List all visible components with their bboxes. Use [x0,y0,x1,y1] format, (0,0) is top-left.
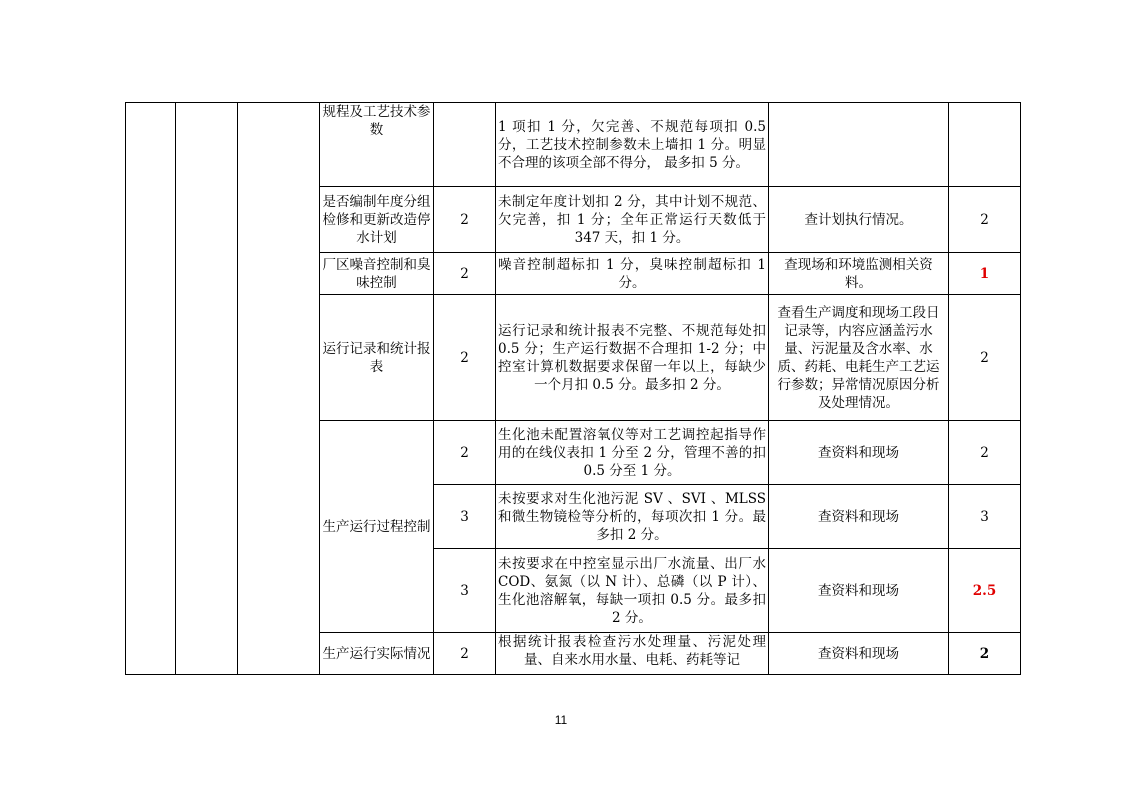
check-method: 查计划执行情况。 [769,187,949,253]
blank-subcategory-cell [176,103,238,675]
item-criteria: 噪音控制超标扣 1 分，臭味控制超标扣 1 分。 [496,253,769,295]
score-value-highlighted: 1 [949,253,1021,295]
check-method: 查现场和环境监测相关资料。 [769,253,949,295]
item-criteria: 生化池未配置溶氧仪等对工艺调控起指导作用的在线仪表扣 1 分至 2 分，管理不善的扣 0.5 分至 1 分。 [496,421,769,485]
score-value [949,103,1021,187]
item-points: 2 [434,421,496,485]
item-criteria: 未按要求对生化池污泥 SV 、SVI 、MLSS 和微生物镜检等分析的，每项次扣 1 分。最多扣 2 分。 [496,485,769,549]
item-points: 2 [434,295,496,421]
item-name: 厂区噪音控制和臭味控制 [320,253,434,295]
item-criteria: 运行记录和统计报表不完整、不规范每处扣 0.5 分；生产运行数据不合理扣 1-2 分；中控室计算机数据要求保留一年以上，每缺少一个月扣 0.5 分。最多扣 2 分。 [496,295,769,421]
evaluation-table [125,102,1021,675]
item-criteria: 根据统计报表检查污水处理量、污泥处理量、自来水用水量、电耗、药耗等记 [496,633,769,675]
item-criteria: 1 项扣 1 分，欠完善、不规范每项扣 0.5 分，工艺技术控制参数未上墙扣 1 分。明显不合理的该项全部不得分， 最多扣 5 分。 [496,103,769,187]
blank-category-cell [126,103,176,675]
item-points: 2 [434,253,496,295]
score-value: 2 [949,295,1021,421]
check-method: 查资料和现场 [769,485,949,549]
item-points [434,103,496,187]
item-criteria: 未按要求在中控室显示出厂水流量、出厂水 COD、氨氮（以 N 计）、总磷（以 P 计）、生化池溶解氧，每缺一项扣 0.5 分。最多扣 2 分。 [496,549,769,633]
item-points: 3 [434,485,496,549]
item-name: 是否编制年度分组检修和更新改造停水计划 [320,187,434,253]
check-method: 查资料和现场 [769,549,949,633]
score-value: 2 [949,187,1021,253]
blank-standard-score-cell [238,103,320,675]
score-value: 3 [949,485,1021,549]
score-value: 2 [949,633,1021,675]
check-method: 查资料和现场 [769,633,949,675]
score-value: 2 [949,421,1021,485]
item-name: 运行记录和统计报表 [320,295,434,421]
item-points: 2 [434,187,496,253]
page-number: 11 [554,713,568,727]
item-name: 生产运行实际情况 [320,633,434,675]
table-row [126,103,1021,187]
score-value-highlighted: 2.5 [949,549,1021,633]
item-name: 生产运行过程控制 [320,421,434,633]
check-method: 查看生产调度和现场工段日记录等，内容应涵盖污水量、污泥量及含水率、水质、药耗、电耗生产工艺运行参数；异常情况原因分析及处理情况。 [769,295,949,421]
check-method [769,103,949,187]
check-method: 查资料和现场 [769,421,949,485]
item-name: 规程及工艺技术参数 [320,103,434,187]
item-criteria: 未制定年度计划扣 2 分，其中计划不规范、欠完善，扣 1 分；全年正常运行天数低于 347 天，扣 1 分。 [496,187,769,253]
item-points: 3 [434,549,496,633]
item-points: 2 [434,633,496,675]
